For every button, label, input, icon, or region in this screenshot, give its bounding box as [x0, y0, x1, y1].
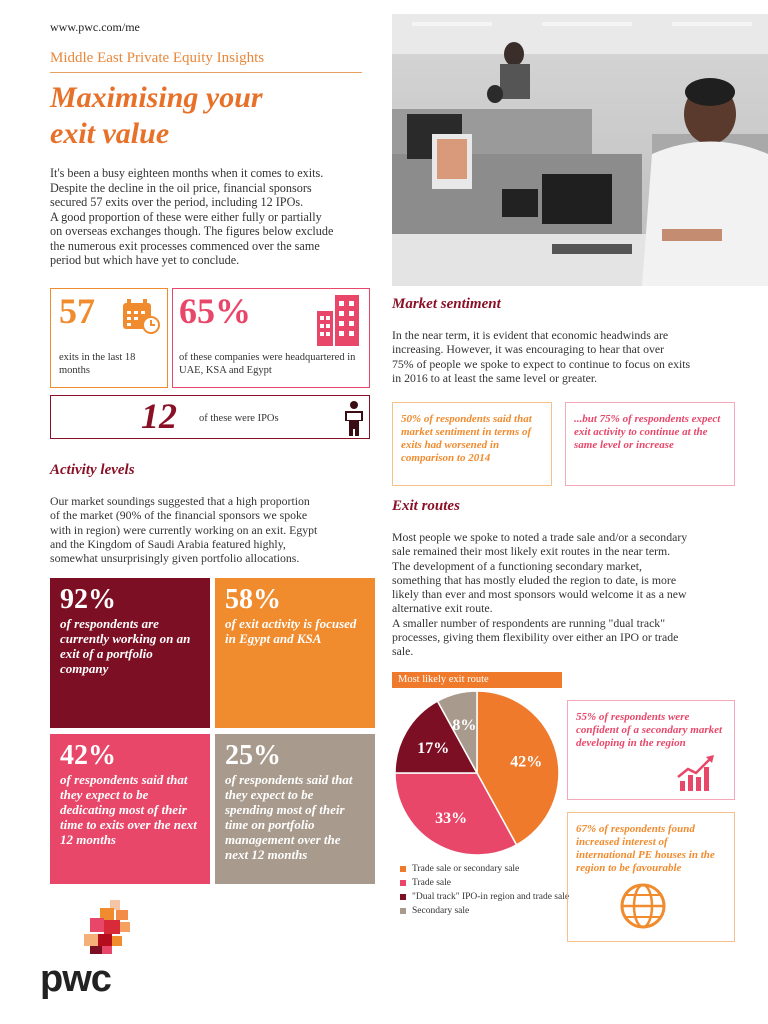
activity-line: Our market soundings suggested that a high proportion — [50, 494, 310, 508]
callout-sentiment-worsened: 50% of respondents said that market sentiment in terms of exits had worsened in comparison to 2014 — [392, 402, 552, 486]
legend-label: "Dual track" IPO-in region and trade sale — [412, 892, 570, 902]
callout-international-interest — [567, 812, 735, 942]
pie-chart — [388, 688, 566, 858]
exit-routes-line: A smaller number of respondents are running "dual track" — [392, 615, 666, 630]
subtitle-divider — [50, 72, 362, 73]
stat-box-ipos — [50, 395, 370, 439]
intro-line: secured 57 exits over the period, including 12 IPOs. — [50, 195, 304, 209]
office-photo — [392, 14, 768, 286]
callout-international-text: 67% of respondents found increased interest of international PE houses in the region to be favourable — [576, 823, 715, 874]
page-title — [50, 80, 263, 152]
stat-box-exits — [50, 288, 168, 388]
website-url[interactable]: www.pwc.com/me — [50, 20, 140, 34]
intro-line: period but which have yet to conclude. — [50, 253, 240, 267]
activity-line: with in region) were currently working on an exit. Egypt — [50, 522, 318, 537]
tile-92-percent — [50, 578, 210, 728]
exit-routes-line: something that has mostly eluded the region to date, is more — [392, 572, 677, 587]
headquarters-percentage: 65% — [179, 291, 251, 331]
market-line: In the near term, it is evident that economic headwinds are — [392, 328, 669, 342]
intro-paragraph — [50, 166, 370, 268]
exit-routes-line: processes, giving them flexibility over either an IPO or trade — [392, 630, 679, 645]
pie-slice-label: 17% — [417, 740, 450, 758]
legend-item — [400, 906, 570, 917]
legend-swatch — [400, 880, 406, 886]
pie-slice-label: 8% — [452, 716, 477, 734]
legend-label: Trade sale — [412, 878, 451, 888]
exit-routes-line: likely than ever and most sponsors would welcome it as a new — [392, 587, 687, 602]
activity-line: somewhat unsurprisingly given portfolio allocations. — [50, 551, 300, 566]
activity-line: and the Kingdom of Saudi Arabia featured highly, — [50, 536, 286, 551]
chart-legend — [400, 864, 570, 920]
tile-58-percent — [215, 578, 375, 728]
legend-item — [400, 864, 570, 875]
intro-line: the numerous exit processes commenced over the same — [50, 238, 320, 253]
exit-routes-heading: Exit routes — [392, 498, 460, 514]
pwc-logo[interactable] — [40, 900, 160, 1010]
tile-percentage: 42% — [60, 740, 116, 771]
exit-routes-paragraph — [392, 530, 762, 659]
tile-text: of respondents said that they expect to be spending most of their time on portfolio management over the next 12 months — [225, 772, 353, 862]
legend-label: Trade sale or secondary sale — [412, 864, 520, 874]
activity-line: of the market (90% of the financial sponsors we spoke — [50, 508, 308, 523]
callout-secondary-market — [567, 700, 735, 800]
page-title-line-2: exit value — [50, 117, 170, 150]
tile-percentage: 92% — [60, 584, 116, 615]
growth-chart-icon — [676, 753, 720, 797]
chart-title-bar — [392, 672, 562, 688]
exit-routes-line: sale. — [392, 644, 414, 659]
market-paragraph — [392, 328, 762, 385]
tile-25-percent — [215, 734, 375, 884]
intro-line: A good proportion of these were either fully or partially — [50, 209, 322, 224]
globe-icon — [618, 881, 668, 935]
legend-item — [400, 878, 570, 889]
tile-percentage: 25% — [225, 740, 281, 771]
tile-text: of respondents said that they expect to be dedicating most of their time to exits over the next 12 months — [60, 772, 197, 847]
market-line: 75% of people we spoke to expect to continue to focus on exits — [392, 356, 691, 371]
market-line: in 2016 to at least the same level or greater. — [392, 370, 598, 385]
pie-slice-label: 42% — [510, 753, 543, 771]
exits-count: 57 — [59, 291, 95, 331]
exits-description: exits in the last 18 months — [59, 352, 136, 376]
calendar-clock-icon — [121, 297, 161, 340]
tile-42-percent — [50, 734, 210, 884]
publication-subtitle: Middle East Private Equity Insights — [50, 50, 265, 66]
activity-levels-heading: Activity levels — [50, 462, 135, 478]
chart-title: Most likely exit route — [398, 674, 489, 685]
legend-item — [400, 892, 570, 903]
ipo-count: 12 — [141, 396, 177, 436]
tile-percentage: 58% — [225, 584, 281, 615]
intro-line: Despite the decline in the oil price, financial sponsors — [50, 180, 312, 195]
exit-routes-line: The development of a functioning secondary market, — [392, 558, 642, 573]
stat-box-headquarters — [172, 288, 370, 388]
legend-swatch — [400, 908, 406, 914]
tile-text: of exit activity is focused in Egypt and KSA — [225, 616, 357, 646]
pie-slice-label: 33% — [435, 809, 468, 827]
ipo-description: of these were IPOs — [199, 413, 279, 424]
office-buildings-icon — [313, 291, 363, 351]
market-line: increasing. However, it was encouraging to hear that over — [392, 342, 665, 357]
legend-label: Secondary sale — [412, 906, 470, 916]
exit-routes-line: Most people we spoke to noted a trade sale and/or a secondary — [392, 530, 688, 544]
callout-exit-activity-continue: ...but 75% of respondents expect exit activity to continue at the same level or increase — [565, 402, 735, 486]
market-sentiment-heading: Market sentiment — [392, 296, 501, 312]
intro-line: on overseas exchanges though. The figures below exclude — [50, 224, 334, 238]
pwc-logo-wordmark: pwc — [40, 958, 111, 1000]
legend-swatch — [400, 894, 406, 900]
person-reading-icon — [343, 400, 365, 441]
exit-routes-line: alternative exit route. — [392, 601, 493, 616]
page-title-line-1: Maximising your — [50, 81, 263, 114]
activity-paragraph — [50, 494, 375, 565]
exit-routes-line: sale remained their most likely exit routes in the near term. — [392, 544, 671, 559]
tile-text: of respondents are currently working on an exit of a portfolio company — [60, 616, 191, 676]
intro-line: It's been a busy eighteen months when it comes to exits. — [50, 166, 324, 180]
callout-secondary-text: 55% of respondents were confident of a secondary market developing in the region — [576, 711, 723, 749]
legend-swatch — [400, 866, 406, 872]
headquarters-description: of these companies were headquartered in UAE, KSA and Egypt — [179, 352, 356, 376]
